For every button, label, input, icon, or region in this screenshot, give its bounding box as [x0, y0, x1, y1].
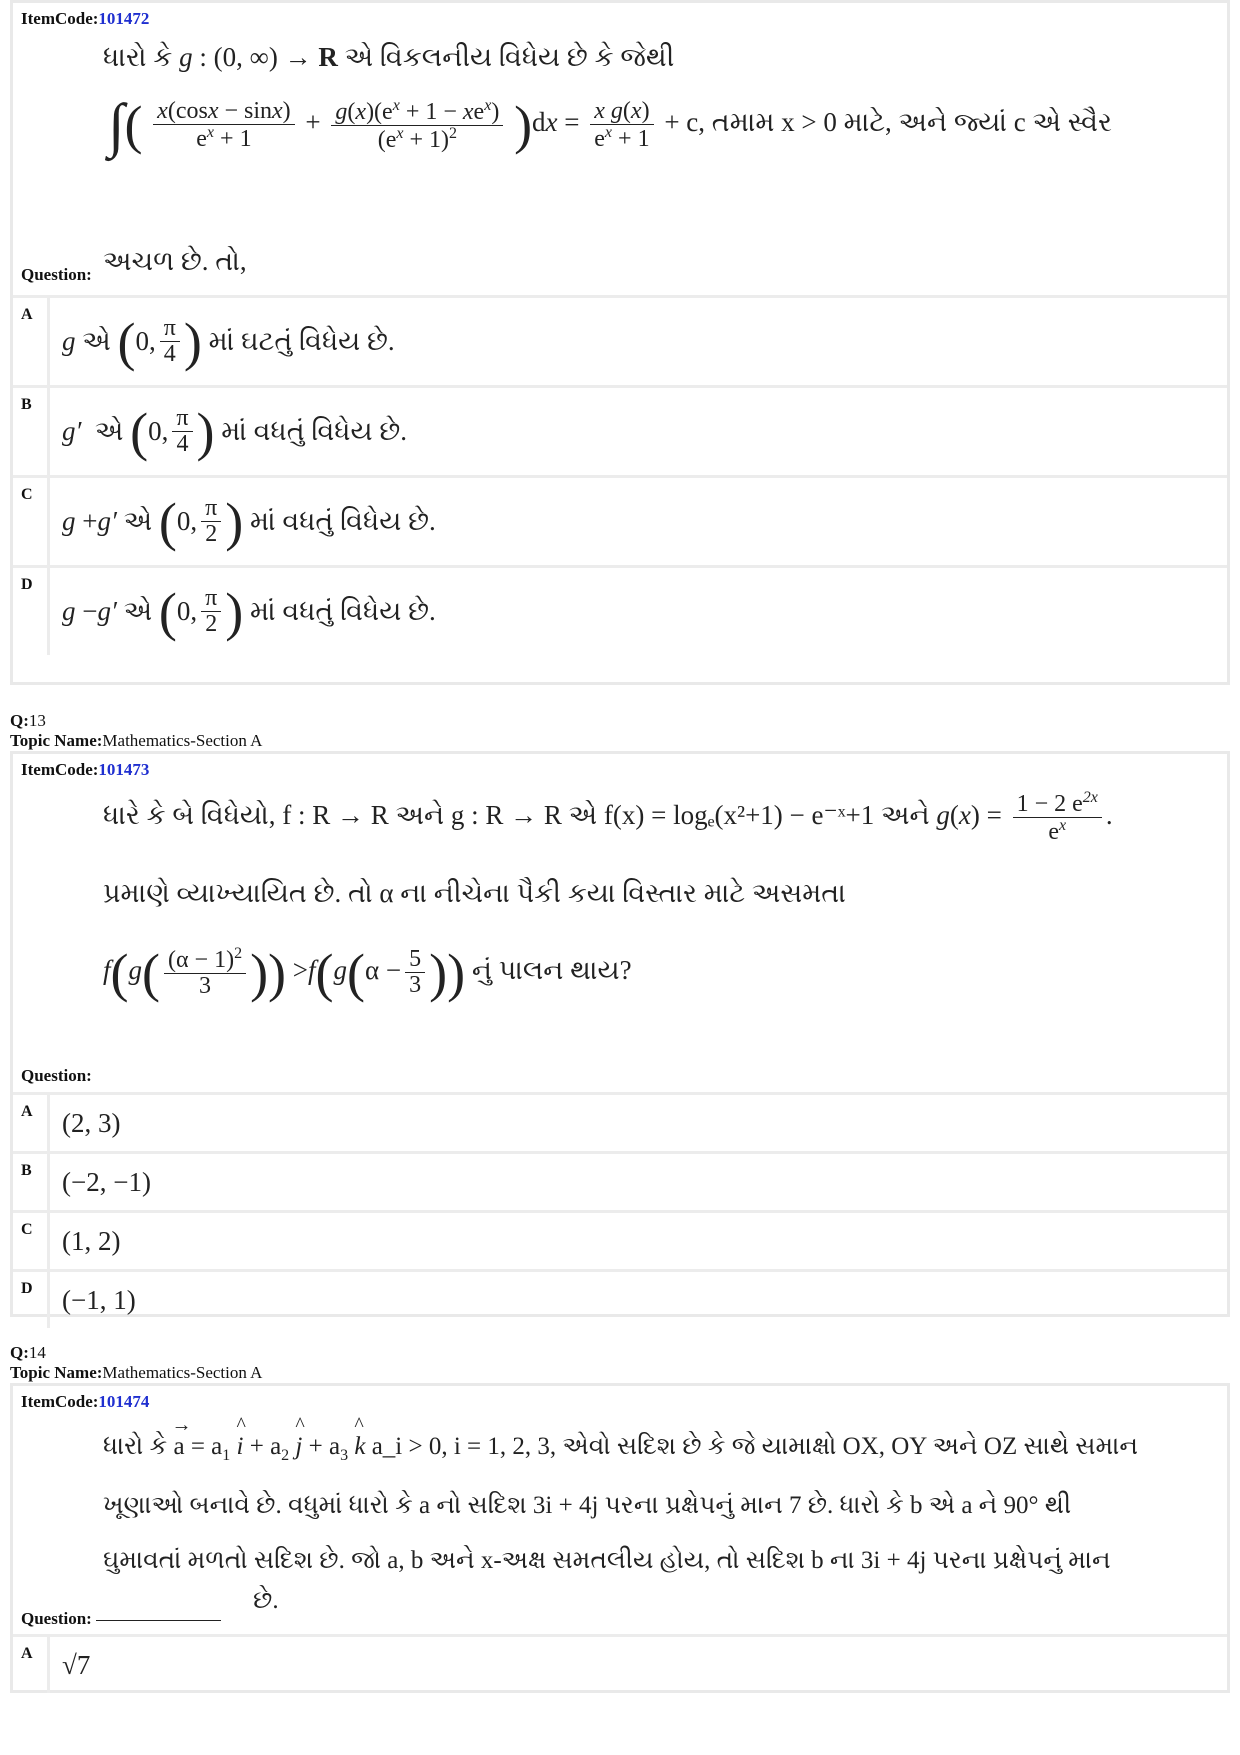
question-13-header: Q:13 Topic Name:Mathematics-Section A: [10, 711, 263, 750]
item-code: ItemCode:101473: [21, 760, 150, 779]
item-code: ItemCode:101472: [21, 9, 150, 28]
question-line-4: છે.: [253, 1587, 279, 1614]
question-line-3: ઘુમાવતાં મળતો સદિશ છે. જો a, b અને x-અક્ષ સમતલીય હોય, તો સદિશ b ના 3i + 4j પરના પ્રક્ષેપનું માન: [103, 1547, 1111, 1575]
question-area: [13, 784, 1227, 1092]
question-line-2: પ્રમાણે વ્યાખ્યાયિત છે. તો α ના નીચેના પૈકી કયા વિસ્તાર માટે અસમતા: [103, 878, 846, 909]
question-12-box: [10, 0, 1230, 685]
question-line: ધારો કે → $a = a_1$ ^ $i + a_2$ ^ $j + a_3$ ^ k a_i > 0, i = 1, 2, 3, એવો સદિશ છે કે જે યામાક્ષો OX, OY અને OZ સાથે સમાન: [13, 1416, 1227, 1467]
integral-equation: ∫( $\frac{x(\cos x - \sin x)}{e^x + 1}$ + $\frac{g(x)(e^x + 1 - xe^x)}{(e^x + 1)^2}$ )dx = $\frac{\text{x g(x)}}{e^x + 1}$ + c, તમામ x > 0 માટે, અને જ્યાં c એ સ્વૈર: [108, 92, 1112, 159]
question-14-header: Q:14 Topic Name:Mathematics-Section A: [10, 1343, 263, 1382]
question-area: [13, 33, 1227, 295]
option-b[interactable]: B (−2, −1): [13, 1151, 1227, 1210]
option-c[interactable]: C (1, 2): [13, 1210, 1227, 1269]
item-code: ItemCode:101474: [21, 1392, 150, 1411]
option-b[interactable]: B g′ એ ( 0, $\frac{\pi}{4}$ ) માં વધતું વિધેય છે.: [13, 385, 1227, 475]
question-line: ધારો કે g : (0, ∞) → R એ વિકલનીય વિધેય છે કે જેથી: [103, 42, 675, 72]
option-a[interactable]: A √7: [13, 1634, 1227, 1693]
question-line-2: ખૂણાઓ બનાવે છે. વધુમાં ધારો કે a નો સદિશ 3i + 4j પરના પ્રક્ષેપનું માન 7 છે. ધારો કે b એ a ને 90° થી: [103, 1491, 1072, 1519]
option-a[interactable]: A g એ ( 0, $\frac{\pi}{4}$ ) માં ઘટતું વિધેય છે.: [13, 295, 1227, 385]
question-label: Question:: [21, 1609, 221, 1629]
question-label: Question:: [21, 265, 92, 284]
question-13-box: [10, 751, 1230, 1317]
option-d[interactable]: D g − g′ એ ( 0, $\frac{\pi}{2}$ ) માં વધતું વિધેય છે.: [13, 565, 1227, 655]
question-line: ધારે કે બે વિધેયો, f : R → R અને g : R → R એ f(x) = logₑ(x²+1) − e⁻ˣ+1 અને g(x) = $\frac{1 - 2 e^{2x}}{e^x}$ .: [103, 789, 1113, 846]
question-14-box: [10, 1383, 1230, 1693]
option-d[interactable]: D (−1, 1): [13, 1269, 1227, 1328]
inequality: f(g( $\frac{(\alpha - 1)^2}{3}$ )) >f(g(α − $\frac{5}{3}$ )) નું પાલન થાય?: [103, 942, 632, 1003]
option-a[interactable]: A (2, 3): [13, 1092, 1227, 1151]
question-label: Question:: [21, 1066, 92, 1085]
question-line-3: અચળ છે. તો,: [103, 246, 247, 276]
option-c[interactable]: C g + g′ એ ( 0, $\frac{\pi}{2}$ ) માં વધતું વિધેય છે.: [13, 475, 1227, 565]
question-area: [13, 1416, 1227, 1634]
